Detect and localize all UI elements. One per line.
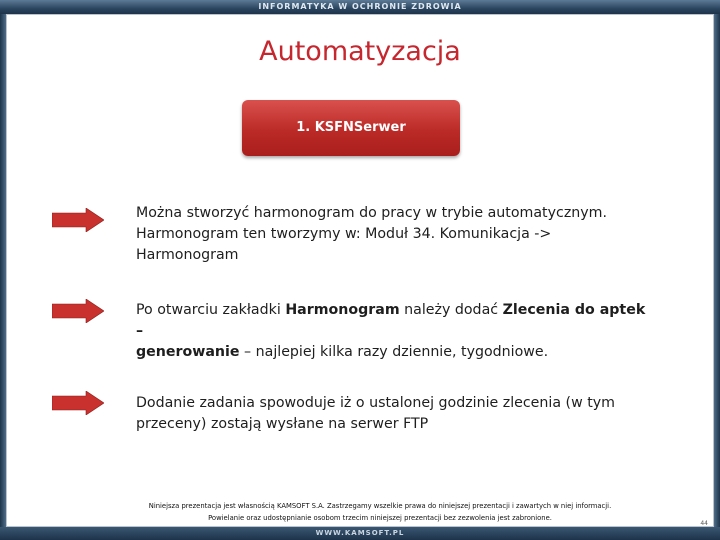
slide-title: Automatyzacja [259,36,461,67]
bullet-3-line-1: Dodanie zadania spowoduje iż o ustalonej godzinie zlecenia (w tym [136,395,615,411]
bullet-1-line-1: Można stworzyć harmonogram do pracy w trybie automatycznym. [136,205,607,221]
arrow-right-icon [52,299,104,323]
bullet-2-line-1 [136,300,656,342]
bullet-text-2 [136,300,656,363]
bullet-1-line-2: Harmonogram ten tworzymy w: Moduł 34. Komunikacja -> [136,226,552,242]
bullet-text-3 [136,393,656,435]
bullet-2-bold: Zlecenia do aptek – [136,302,646,339]
copyright-line-1: Niniejsza prezentacja jest własnością KAMSOFT S.A. Zastrzegamy wszelkie prawa do niniejszej prezentacji i zawartych w niej informacji. [148,502,612,510]
bullet-2-text: Po otwarciu zakładki [136,302,286,318]
bottom-banner-text[interactable]: WWW.KAMSOFT.PL [315,529,405,537]
bullet-2-text: – najlepiej kilka razy dziennie, tygodniowe. [239,344,549,360]
right-border [714,14,720,527]
bullet-1-line-3: Harmonogram [136,247,239,263]
arrow-right-icon [52,391,104,415]
arrow-right-icon [52,208,104,232]
page-number: 44 [700,520,708,527]
copyright-notice [100,500,660,524]
bullet-2-text: należy dodać [399,302,503,318]
bullet-2-bold: generowanie [136,344,240,360]
bullet-text-1 [136,203,656,266]
bullet-3-line-2: przeceny) zostają wysłane na serwer FTP [136,416,429,432]
slide-frame [6,14,714,527]
ksfnserwer-button[interactable]: 1. KSFNSerwer [242,100,460,156]
copyright-line-2: Powielanie oraz udostępnianie osobom trzecim niniejszej prezentacji bez zezwolenia jest zabronione. [208,514,552,522]
bullet-2-line-2 [136,342,656,363]
top-banner-text: INFORMATYKA W OCHRONIE ZDROWIA [258,2,462,11]
bullet-2-bold: Harmonogram [285,302,400,318]
